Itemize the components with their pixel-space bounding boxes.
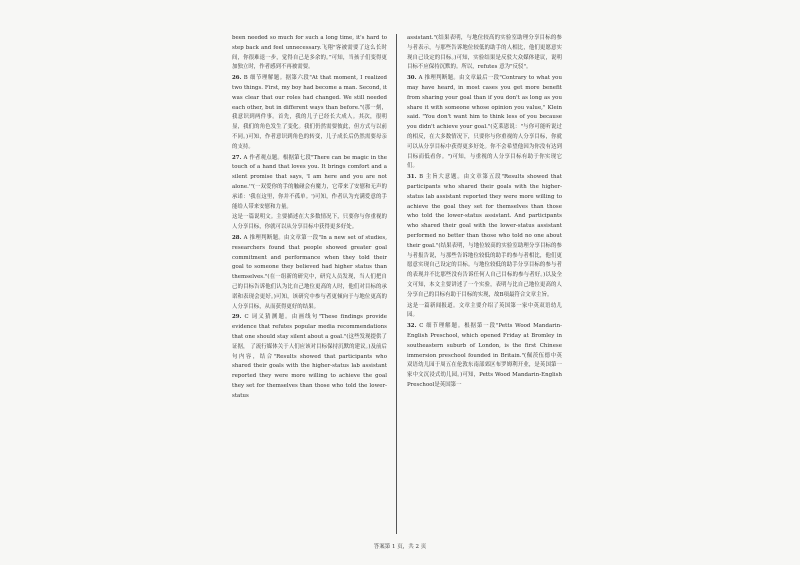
answer-text: 这是一篇新闻报道。文章主要介绍了英国第一家中英双语幼儿园。 — [407, 302, 562, 319]
question-number: 27. — [232, 154, 242, 161]
answer-text: B 主旨大意题。由文章第五段"Results showed that participants who shared their goals with the higher-status lab assistant reported they were more willing to achieve the goal they set for themselves than those who told the lower-status assistant. And participants who shared their goal with the lower-status assistant performed no better than those who told no one about their goal."(结果表明，与地位较高的实验室助理分享目标的参与者报告说，与那些告诉地位较低的助手的参与者相比，他们更愿意实现自己设定的目标。与地位较低的助手分享目标的参与者的表现并不比那些没有告诉任何人自己目标的参与者好。)以及全文可知，本文主要讲述了一个实验，表明与比自己地位更高的人分享自己的目标有助于目标的实现，故B项最符合文章主旨。 — [407, 174, 563, 298]
question-number: 32. — [407, 323, 417, 330]
answer-text: been needed so much for such a long time, it's hard to step back and feel unnecessary.飞翔"客被需要了这么长时间，你很难退一步，觉得自己是多余的。”可知，当孩子们变得更加独立时，作者感到不再被需要。 — [232, 35, 387, 71]
answer-item — [232, 234, 387, 312]
question-number: 30. — [407, 75, 417, 82]
question-number: 31. — [407, 174, 417, 181]
answer-text: A 推理判断题。由文章最后一段"Contrary to what you may have heard, in most cases you get more benefit from sharing your goal than if you don't as long as you share it with someone whose opinion you value," Klein said. "You don't want him to think less of you because you didn't achieve your goal."(克莱恩说："与你可能听说过的相反，在大多数情况下，只要你与你重视的人分享目标，你就可以从分享目标中获得更多好处。你不会希望他因为你没有达到目标而低看你。")可知，与重视的人分享目标有助于你实现它们。 — [407, 75, 562, 170]
answer-text: assistant."(结果表明，与地位较高的实验室助理分享目标的参与者表示，与那些告诉地位较低的助手的人相比，他们更愿意实现自己设定的目标。)可知，实验结果是反驳大众媒体建议，说明目标不应保持沉默的。所以，refutes 意为"反驳"。 — [407, 35, 562, 71]
question-number: 28. — [232, 234, 242, 241]
answer-text: C 词义猜测题。由画线句"These findings provide evidence that refutes popular media recommendations that one should stay silent about a goal."(这些发现提供了证据， 了流行媒体关于人们应该对目标保持沉默的建议。)及前后句内容，结合"Results showed that participants who shared their goals with the higher-status lab assistant reported they were more willing to achieve the goal they set for themselves than those who told the lower-status — [232, 314, 388, 399]
answer-item — [232, 154, 387, 213]
answer-text: B 细节理解题。据第六段"At that moment, I realized two things. First, my boy had become a man. Second, it was clear that our roles had changed. We still needed each other, but in different ways than before."(那一刻，我意识到两件事。首先，我的儿子已经长大成人。其次，很明显，我们的角色发生了变化。我们仍然需要彼此，但方式与以前不同。)可知，作者意识到角色的转变，儿子成长后仍然需要母亲的支持。 — [232, 75, 388, 150]
answer-item — [407, 74, 562, 172]
answer-item — [407, 322, 562, 391]
answer-item — [232, 74, 387, 152]
passage-intro — [407, 302, 562, 322]
question-number: 26. — [232, 75, 242, 82]
passage-intro — [407, 34, 562, 73]
passage-intro — [232, 213, 387, 233]
right-column — [407, 34, 562, 392]
passage-intro — [232, 34, 387, 73]
answer-text: A 作者观点题。根据第七段"There can be magic in the touch of a hand that loves you. It brings comfort and a silent promise that says, 'I am here and you are not alone.'"(一双爱你的手的触碰会有魔力，它带来了安慰和无声的承诺：'我在这里，你并不孤单。')可知，作者认为充满爱意的手能给人带来安慰和力量。 — [232, 154, 387, 210]
answer-item — [232, 313, 387, 401]
answer-item — [407, 173, 562, 300]
column-divider — [396, 34, 397, 534]
left-column — [232, 34, 387, 402]
answer-text: C 细节理解题。根据第一段"Petts Wood Mandarin-English Preschool, which opened Friday at Bromley in southeastern suburb of London, is the first Chinese immersion preschool founded in Britain."(佩茨伍德中英双语幼儿园于周五在伦敦东南部郊区布罗姆利开业，是英国第一家中文沉浸式幼儿园。)可知，Petts Wood Mandarin-English Preschool是英国第一 — [407, 323, 563, 388]
question-number: 29. — [232, 314, 242, 321]
answer-text: 这是一篇说明文。主要描述在大多数情况下，只要你与你重视的人分享目标，你就可以从分享目标中获得更多好处。 — [232, 214, 387, 231]
answer-text: A 推理判断题。由文章第一段"In a new set of studies, researchers found that people showed greater goal commitment and performance when they told their goal to someone they believed had higher status than themselves."(在一组新的研究中，研究人员发现，当人们把自己的目标告诉他们认为比自己地位更高的人时，他们对目标的承诺和表现会更好。)可知，该研究中参与者更倾向于与地位更高的人分享目标，从而获得更好的结果。 — [232, 234, 388, 310]
page-footer: 答案第 1 页，共 2 页 — [373, 544, 427, 550]
